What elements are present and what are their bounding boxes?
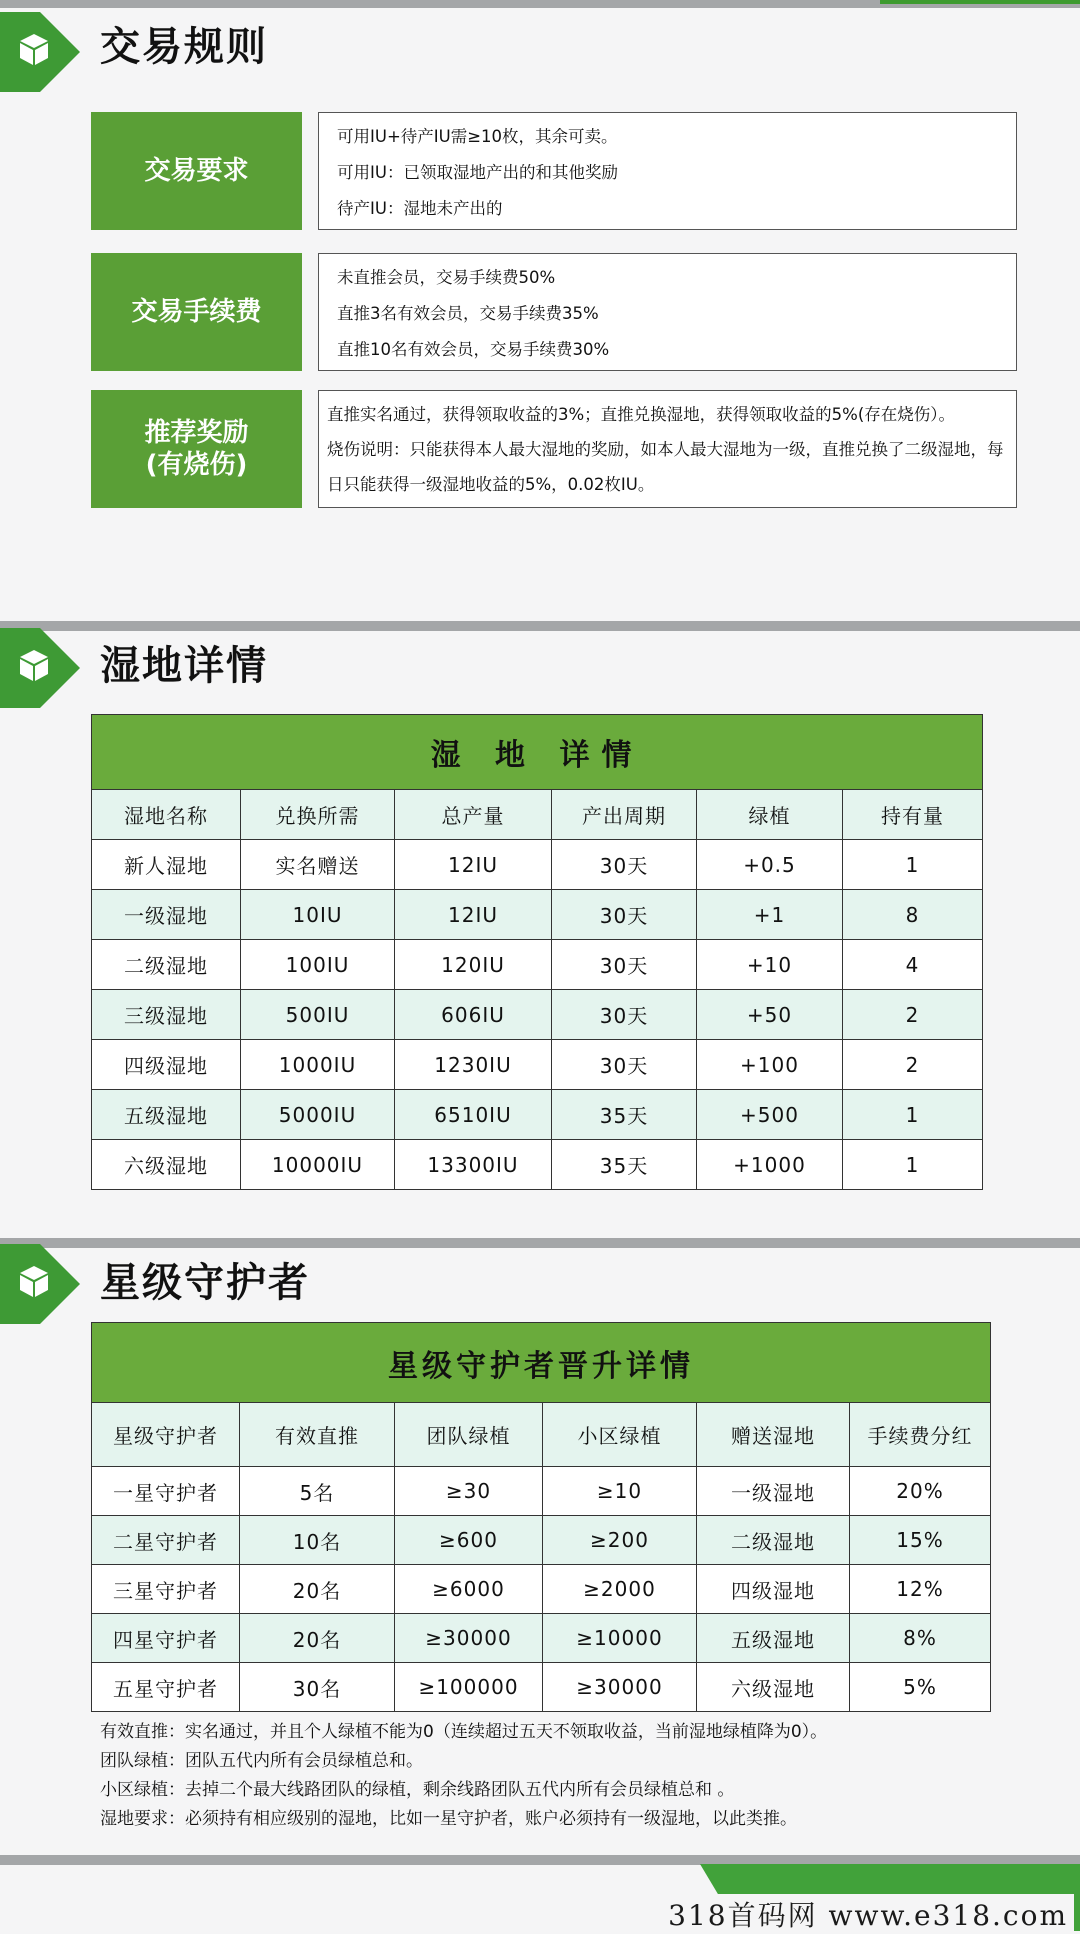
- table-cell: 100IU: [241, 940, 395, 990]
- table-cell: 一级湿地: [697, 1467, 850, 1516]
- table-cell: 一级湿地: [92, 890, 241, 940]
- table-cell: ≥200: [543, 1516, 697, 1565]
- section-title-rules: 交易规则: [100, 24, 268, 70]
- table-cell: 三级湿地: [92, 990, 241, 1040]
- section-divider: [0, 621, 1080, 631]
- table-cell: +50: [697, 990, 843, 1040]
- table-row: [92, 940, 983, 990]
- table-cell: ≥100000: [395, 1663, 543, 1712]
- table-cell: 6510IU: [395, 1090, 552, 1140]
- top-accent-bar: [880, 0, 1080, 4]
- table-cell: 10000IU: [241, 1140, 395, 1190]
- table-cell: 1: [843, 1090, 983, 1140]
- watermark: 318首码网 www.e318.com: [662, 1894, 1074, 1934]
- table-cell: 1: [843, 840, 983, 890]
- table-cell: +10: [697, 940, 843, 990]
- column-header: 绿植: [697, 790, 843, 840]
- table-cell: 三星守护者: [92, 1565, 240, 1614]
- note-line: 小区绿植：去掉二个最大线路团队的绿植，剩余线路团队五代内所有会员绿植总和 。: [100, 1780, 735, 1800]
- table-cell: 8%: [850, 1614, 991, 1663]
- table-cell: 四级湿地: [697, 1565, 850, 1614]
- column-header: 产出周期: [552, 790, 697, 840]
- table-cell: 二星守护者: [92, 1516, 240, 1565]
- table-cell: 一星守护者: [92, 1467, 240, 1516]
- table-cell: 2: [843, 990, 983, 1040]
- table-cell: 35天: [552, 1090, 697, 1140]
- table-cell: 4: [843, 940, 983, 990]
- table-row: [92, 1663, 991, 1712]
- table-cell: 5%: [850, 1663, 991, 1712]
- table-cell: 四星守护者: [92, 1614, 240, 1663]
- table-cell: ≥30000: [543, 1663, 697, 1712]
- wetland-table-title: 湿 地 详情: [92, 715, 983, 790]
- table-cell: 四级湿地: [92, 1040, 241, 1090]
- table-cell: 1: [843, 1140, 983, 1190]
- star-notes: [100, 1718, 827, 1834]
- table-cell: 30天: [552, 1040, 697, 1090]
- rule-line: 直推3名有效会员，交易手续费35%: [337, 304, 599, 323]
- rule-label-fee: 交易手续费: [91, 253, 302, 371]
- table-cell: 20名: [240, 1565, 395, 1614]
- table-cell: 六级湿地: [697, 1663, 850, 1712]
- table-cell: 13300IU: [395, 1140, 552, 1190]
- column-header: 小区绿植: [543, 1403, 697, 1467]
- rule-line: 待产IU：湿地未产出的: [337, 199, 503, 218]
- table-row: [92, 1565, 991, 1614]
- table-cell: ≥10: [543, 1467, 697, 1516]
- table-cell: +500: [697, 1090, 843, 1140]
- column-header: 团队绿植: [395, 1403, 543, 1467]
- bottom-divider: [0, 1855, 1080, 1865]
- rule-box-fee: [318, 253, 1017, 371]
- table-cell: 五级湿地: [92, 1090, 241, 1140]
- table-cell: 12IU: [395, 840, 552, 890]
- table-cell: 5名: [240, 1467, 395, 1516]
- column-header: 湿地名称: [92, 790, 241, 840]
- column-header: 兑换所需: [241, 790, 395, 840]
- table-cell: 15%: [850, 1516, 991, 1565]
- rule-label-requirement: 交易要求: [91, 112, 302, 230]
- table-cell: +100: [697, 1040, 843, 1090]
- table-cell: 20%: [850, 1467, 991, 1516]
- section-divider: [0, 1238, 1080, 1248]
- rule-box-referral: [318, 390, 1017, 508]
- table-cell: 30天: [552, 840, 697, 890]
- table-cell: 二级湿地: [697, 1516, 850, 1565]
- table-row: [92, 990, 983, 1040]
- table-row: [92, 890, 983, 940]
- column-header: 星级守护者: [92, 1403, 240, 1467]
- table-cell: 二级湿地: [92, 940, 241, 990]
- table-cell: 30天: [552, 940, 697, 990]
- column-header: 总产量: [395, 790, 552, 840]
- table-cell: 30天: [552, 890, 697, 940]
- table-cell: 五级湿地: [697, 1614, 850, 1663]
- rule-line: 可用IU+待产IU需≥10枚，其余可卖。: [337, 127, 618, 146]
- column-header: 有效直推: [240, 1403, 395, 1467]
- table-row: [92, 1467, 991, 1516]
- table-cell: 1230IU: [395, 1040, 552, 1090]
- table-cell: 实名赠送: [241, 840, 395, 890]
- rule-label-referral: [91, 390, 302, 508]
- table-cell: 10IU: [241, 890, 395, 940]
- cube-badge-icon: [0, 1244, 80, 1324]
- table-cell: 120IU: [395, 940, 552, 990]
- cube-badge-icon: [0, 12, 80, 92]
- table-cell: ≥30: [395, 1467, 543, 1516]
- table-row: [92, 1040, 983, 1090]
- rule-line: 直推10名有效会员，交易手续费30%: [337, 340, 610, 359]
- table-row: [92, 1140, 983, 1190]
- table-cell: 8: [843, 890, 983, 940]
- table-cell: 30名: [240, 1663, 395, 1712]
- table-cell: 35天: [552, 1140, 697, 1190]
- star-guardian-table: [91, 1322, 991, 1712]
- table-cell: ≥30000: [395, 1614, 543, 1663]
- section-title-wetland: 湿地详情: [100, 643, 268, 689]
- table-cell: 12IU: [395, 890, 552, 940]
- rule-line: 未直推会员，交易手续费50%: [337, 268, 556, 287]
- table-row: [92, 1090, 983, 1140]
- rule-box-requirement: [318, 112, 1017, 230]
- table-cell: 五星守护者: [92, 1663, 240, 1712]
- table-row: [92, 840, 983, 890]
- table-cell: 12%: [850, 1565, 991, 1614]
- column-header: 赠送湿地: [697, 1403, 850, 1467]
- table-cell: 30天: [552, 990, 697, 1040]
- rule-label-referral-line1: 推荐奖励: [144, 418, 249, 448]
- rule-label-referral-line2: (有烧伤): [145, 450, 248, 480]
- table-cell: +1: [697, 890, 843, 940]
- note-line: 湿地要求：必须持有相应级别的湿地，比如一星守护者，账户必须持有一级湿地，以此类推。: [100, 1809, 797, 1829]
- table-cell: 5000IU: [241, 1090, 395, 1140]
- table-cell: ≥2000: [543, 1565, 697, 1614]
- star-table-title: 星级守护者晋升详情: [92, 1323, 991, 1403]
- section-title-star: 星级守护者: [100, 1260, 310, 1306]
- table-cell: 20名: [240, 1614, 395, 1663]
- table-cell: 2: [843, 1040, 983, 1090]
- table-cell: 500IU: [241, 990, 395, 1040]
- rule-line: 直推实名通过，获得领取收益的3%；直推兑换湿地，获得领取收益的5%(存在烧伤）。: [327, 405, 956, 424]
- column-header: 手续费分红: [850, 1403, 991, 1467]
- table-cell: 1000IU: [241, 1040, 395, 1090]
- table-cell: 新人湿地: [92, 840, 241, 890]
- table-cell: 606IU: [395, 990, 552, 1040]
- note-line: 有效直推：实名通过，并且个人绿植不能为0（连续超过五天不领取收益，当前湿地绿植降为0）。: [100, 1722, 828, 1742]
- table-cell: ≥10000: [543, 1614, 697, 1663]
- table-cell: +0.5: [697, 840, 843, 890]
- cube-badge-icon: [0, 628, 80, 708]
- table-cell: +1000: [697, 1140, 843, 1190]
- table-cell: ≥600: [395, 1516, 543, 1565]
- rule-line: 烧伤说明：只能获得本人最大湿地的奖励，如本人最大湿地为一级，直推兑换了二级湿地，每日只能获得一级湿地收益的5%，0.02枚IU。: [327, 440, 1004, 494]
- table-row: [92, 1614, 991, 1663]
- rule-line: 可用IU：已领取湿地产出的和其他奖励: [337, 163, 618, 182]
- note-line: 团队绿植：团队五代内所有会员绿植总和。: [100, 1751, 423, 1771]
- wetland-table: [91, 714, 983, 1190]
- table-row: [92, 1516, 991, 1565]
- table-cell: ≥6000: [395, 1565, 543, 1614]
- table-cell: 10名: [240, 1516, 395, 1565]
- table-cell: 六级湿地: [92, 1140, 241, 1190]
- column-header: 持有量: [843, 790, 983, 840]
